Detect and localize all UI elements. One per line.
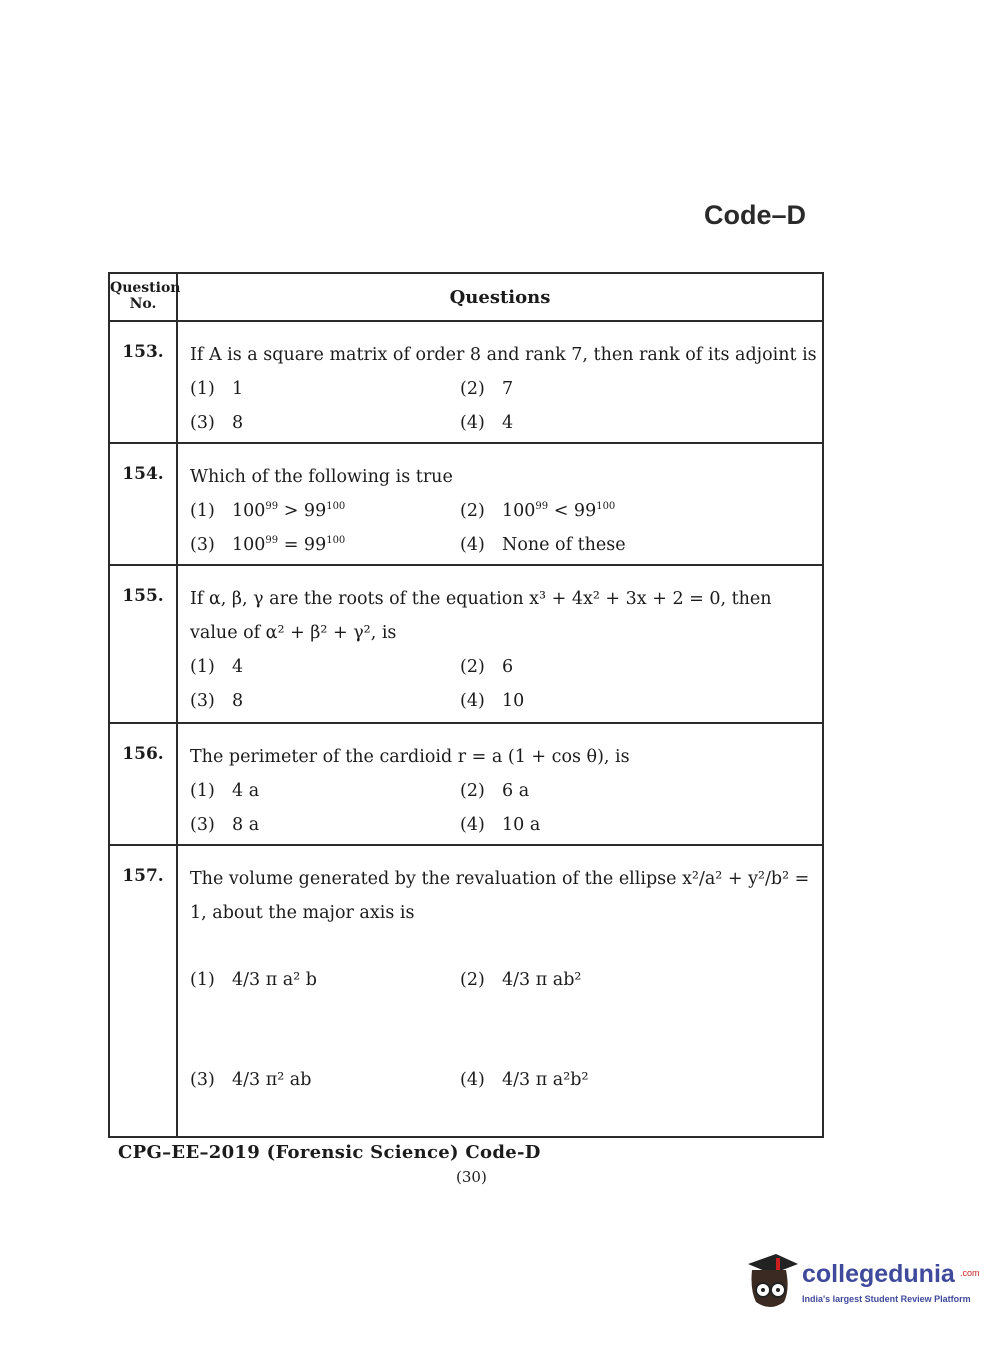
option-1: (1) 4 (190, 657, 244, 677)
logo-name: collegedunia (802, 1260, 955, 1288)
option-2: (2) 4/3 π ab² (460, 970, 582, 990)
option-3: (3) 8 (190, 691, 244, 711)
question-body (177, 443, 823, 565)
option-4: (4) 4 (460, 413, 514, 433)
option-4: (4) None of these (460, 535, 626, 555)
option-2: (2) 6 a (460, 781, 530, 801)
question-row (109, 723, 823, 845)
question-row (109, 321, 823, 443)
question-number: 156. (109, 723, 177, 845)
question-text: The volume generated by the revaluation of the ellipse x²/a² + y²/b² = 1, about the major axis is (190, 869, 810, 923)
question-text: If A is a square matrix of order 8 and rank 7, then rank of its adjoint is (190, 345, 817, 365)
question-text: The perimeter of the cardioid r = a (1 + cos θ), is (190, 747, 630, 767)
option-3: (3) $100^{99} = 99^{100}$ (190, 535, 346, 555)
question-number: 154. (109, 443, 177, 565)
logo-tagline: India's largest Student Review Platform (802, 1294, 971, 1304)
question-text: If α, β, γ are the roots of the equation x³ + 4x² + 3x + 2 = 0, then value of α² + β² + γ², is (190, 589, 772, 643)
option-3: (3) 8 (190, 413, 244, 433)
question-number: 153. (109, 321, 177, 443)
header-question-no: Question No. (109, 273, 177, 321)
options (190, 372, 822, 440)
question-number: 155. (109, 565, 177, 723)
option-1: (1) 4 a (190, 781, 260, 801)
option-2: (2) 7 (460, 379, 514, 399)
footer-title: CPG–EE–2019 (Forensic Science) Code-D (118, 1142, 541, 1163)
option-1: (1) 1 (190, 379, 244, 399)
option-3: (3) 8 a (190, 815, 260, 835)
options (190, 774, 822, 842)
code-header: Code–D (704, 200, 807, 230)
option-4: (4) 10 a (460, 815, 541, 835)
options (190, 494, 822, 562)
logo-suffix: .com (960, 1268, 980, 1278)
question-row (109, 845, 823, 1137)
header-questions: Questions (177, 273, 823, 321)
question-body (177, 723, 823, 845)
options (190, 650, 822, 718)
page-number: (30) (456, 1168, 487, 1186)
question-body (177, 845, 823, 1137)
question-row (109, 443, 823, 565)
question-body (177, 565, 823, 723)
options (190, 950, 822, 1110)
question-text: Which of the following is true (190, 467, 453, 487)
option-2: (2) $100^{99} < 99^{100}$ (460, 501, 616, 521)
question-number: 157. (109, 845, 177, 1137)
option-4: (4) 4/3 π a²b² (460, 1070, 589, 1090)
collegedunia-logo[interactable] (742, 1248, 980, 1318)
option-2: (2) 6 (460, 657, 514, 677)
question-row (109, 565, 823, 723)
questions-table (108, 272, 824, 1138)
option-1: (1) $100^{99} > 99^{100}$ (190, 501, 346, 521)
option-3: (3) 4/3 π² ab (190, 1070, 312, 1090)
option-1: (1) 4/3 π a² b (190, 970, 318, 990)
mascot-icon (742, 1250, 800, 1312)
question-body (177, 321, 823, 443)
option-4: (4) 10 (460, 691, 525, 711)
